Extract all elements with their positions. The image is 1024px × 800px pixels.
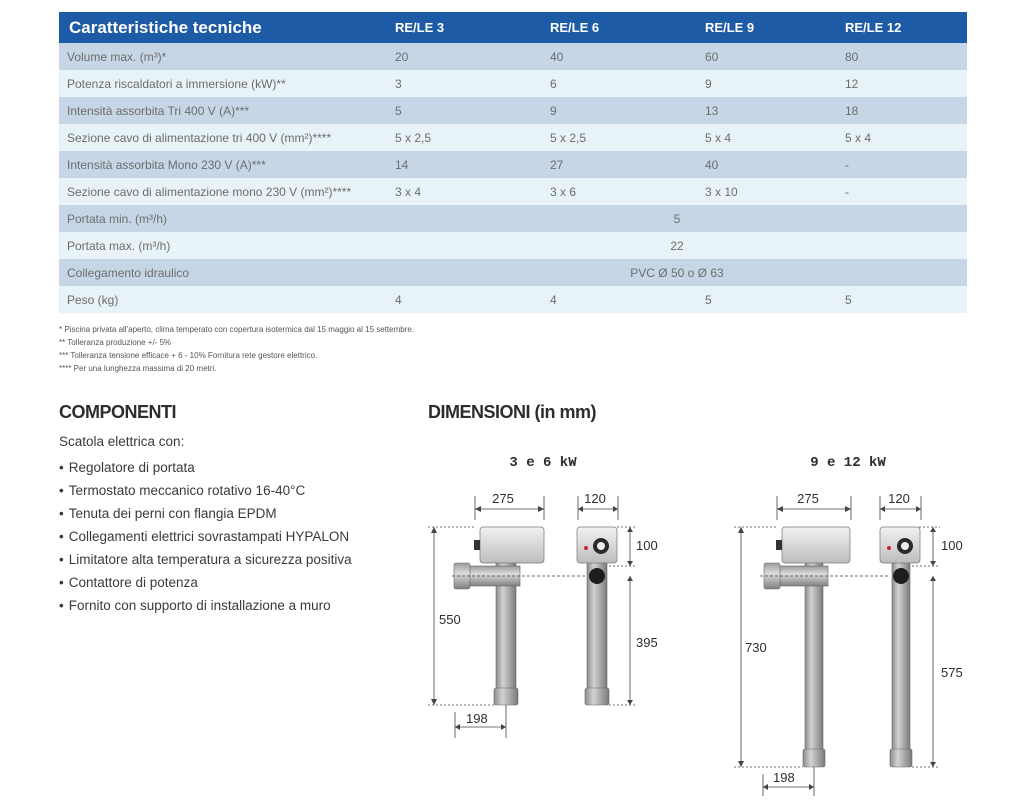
dimensions-title: DIMENSIONI (in mm) [428, 402, 597, 422]
cell-value: 18 [837, 97, 967, 124]
list-item: • Fornito con supporto di installazione a muro [59, 594, 352, 617]
cell-value: 40 [697, 151, 837, 178]
cell-value: 5 [837, 286, 967, 313]
heater-large-width-label: 275 [797, 491, 819, 506]
row-label: Intensità assorbita Tri 400 V (A)*** [59, 97, 387, 124]
cell-value: 3 x 10 [697, 178, 837, 205]
row-label: Sezione cavo di alimentazione tri 400 V (mm²)**** [59, 124, 387, 151]
components-title: COMPONENTI [59, 402, 177, 422]
list-item: • Contattore di potenza [59, 571, 352, 594]
cell-value: 27 [542, 151, 697, 178]
list-item: • Regolatore di portata [59, 456, 352, 479]
heater-small-total-height-label: 550 [439, 612, 461, 627]
heater-large-drawing [734, 455, 963, 796]
cell-value: 3 x 4 [387, 178, 542, 205]
heater-large-side-view [880, 527, 920, 767]
cell-value: 3 x 6 [542, 178, 697, 205]
list-item: • Limitatore alta temperatura a sicurezza positiva [59, 548, 352, 571]
cell-value: 80 [837, 43, 967, 70]
cell-value: 5 x 4 [697, 124, 837, 151]
row-label: Potenza riscaldatori a immersione (kW)** [59, 70, 387, 97]
footnote: *** Tolleranza tensione efficace + 6 - 10% Fornitura rete gestore elettrico. [59, 351, 318, 360]
list-item: • Termostato meccanico rotativo 16-40°C [59, 479, 352, 502]
cell-value: 5 x 2,5 [542, 124, 697, 151]
row-label: Portata max. (m³/h) [59, 232, 387, 259]
header-model: RE/LE 6 [542, 12, 697, 43]
heater-small-front-view [454, 527, 544, 705]
cell-value: 5 [387, 97, 542, 124]
cell-value: 4 [542, 286, 697, 313]
cell-value: 5 x 2,5 [387, 124, 542, 151]
heater-small-offset-label: 198 [466, 711, 488, 726]
cell-value: 9 [697, 70, 837, 97]
row-label: Peso (kg) [59, 286, 387, 313]
cell-value: 13 [697, 97, 837, 124]
heater-small-box-height-label: 100 [636, 538, 658, 553]
heater-small-drawing [428, 455, 658, 738]
footnote: * Piscina privata all'aperto, clima temperato con copertura isotermica dal 15 maggio al 15 settembre. [59, 325, 415, 334]
row-label: Collegamento idraulico [59, 259, 387, 286]
cell-value-span: 22 [387, 232, 967, 259]
row-label: Portata min. (m³/h) [59, 205, 387, 232]
cell-value: 9 [542, 97, 697, 124]
cell-value: 6 [542, 70, 697, 97]
heater-large-front-view [764, 527, 850, 767]
heater-small-subtitle: 3 e 6 kW [509, 455, 577, 471]
cell-value: 4 [387, 286, 542, 313]
list-item: • Tenuta dei perni con flangia EPDM [59, 502, 352, 525]
footnote: ** Tolleranza produzione +/- 5% [59, 338, 172, 347]
heater-small-depth-label: 120 [584, 491, 606, 506]
header-model: RE/LE 3 [387, 12, 542, 43]
cell-value: 12 [837, 70, 967, 97]
cell-value: 60 [697, 43, 837, 70]
heater-small-width-label: 275 [492, 491, 514, 506]
heater-large-total-height-label: 730 [745, 640, 767, 655]
cell-value: 5 [697, 286, 837, 313]
cell-value: - [837, 178, 967, 205]
header-title: Caratteristiche tecniche [59, 12, 387, 43]
cell-value: 20 [387, 43, 542, 70]
cell-value-span: 5 [387, 205, 967, 232]
row-label: Sezione cavo di alimentazione mono 230 V (mm²)**** [59, 178, 387, 205]
heater-large-box-height-label: 100 [941, 538, 963, 553]
cell-value: - [837, 151, 967, 178]
cell-value: 40 [542, 43, 697, 70]
header-model: RE/LE 9 [697, 12, 837, 43]
list-item: • Collegamenti elettrici sovrastampati HYPALON [59, 525, 352, 548]
row-label: Intensità assorbita Mono 230 V (A)*** [59, 151, 387, 178]
heater-large-depth-label: 120 [888, 491, 910, 506]
cell-value: 14 [387, 151, 542, 178]
header-model: RE/LE 12 [837, 12, 967, 43]
components-intro: Scatola elettrica con: [59, 434, 185, 449]
cell-value: 5 x 4 [837, 124, 967, 151]
row-label: Volume max. (m³)* [59, 43, 387, 70]
heater-large-pipe-height-label: 575 [941, 665, 963, 680]
heater-large-subtitle: 9 e 12 kW [810, 455, 886, 471]
cell-value: 3 [387, 70, 542, 97]
heater-small-pipe-height-label: 395 [636, 635, 658, 650]
heater-small-side-view [577, 527, 617, 705]
footnote: **** Per una lunghezza massima di 20 metri. [59, 364, 217, 373]
heater-large-offset-label: 198 [773, 770, 795, 785]
cell-value-span: PVC Ø 50 o Ø 63 [387, 259, 967, 286]
